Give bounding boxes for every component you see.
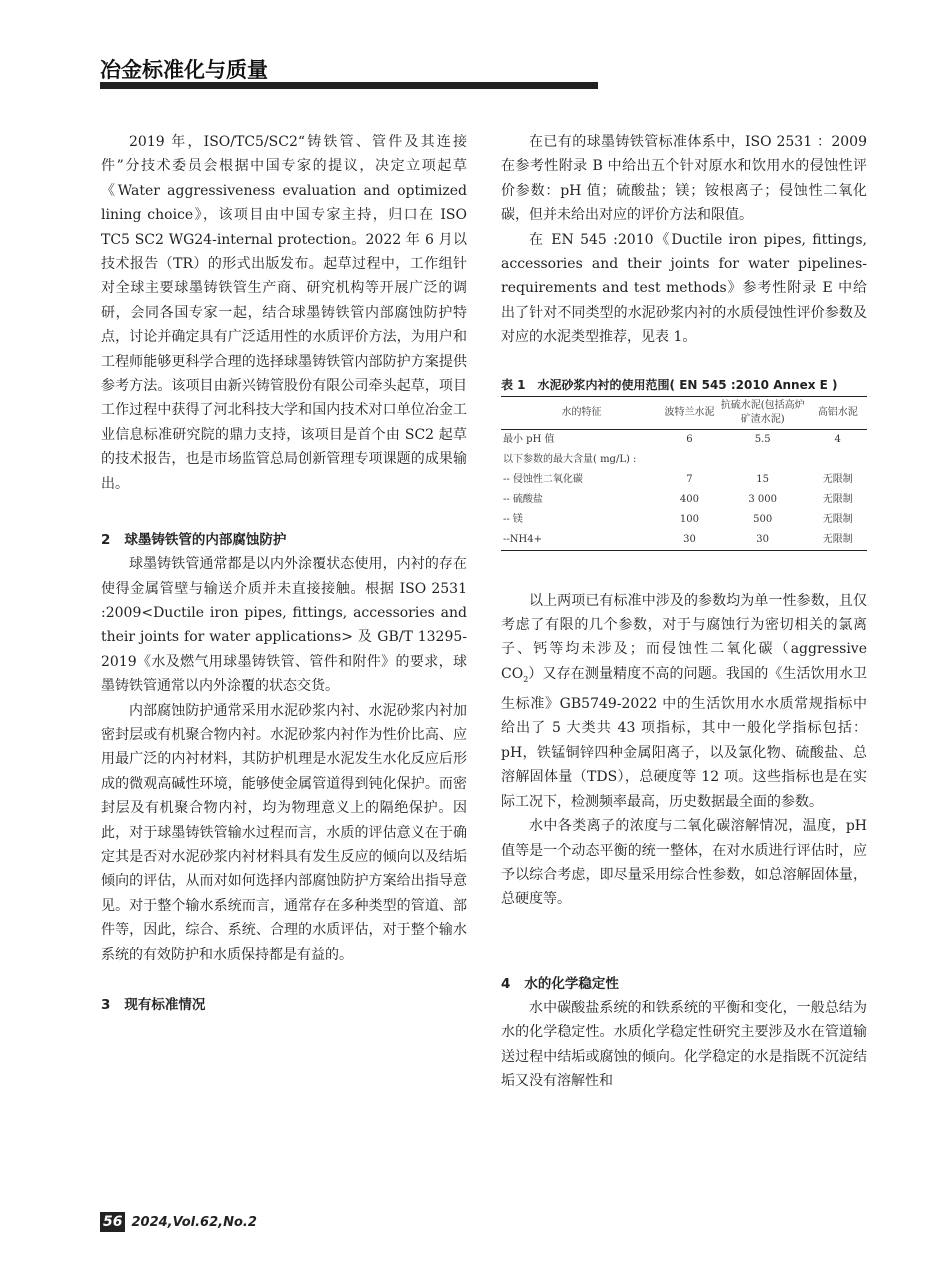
paragraph: 2019 年，ISO/TC5/SC2“铸铁管、管件及其连接件”分技术委员会根据中国专家的提议，决定立项起草《Water aggressiveness evaluation and optimized lining choice》，该项目由中国专家主持，归口在 ISO TC5 SC2 WG24-internal protection。2022 年 6 月以技术报告（TR）的形式出版发布。起草过程中，工作组针对全球主要球墨铸铁管生产商、研究机构等开展广泛的调研，会同各国专家一起，结合球墨铸铁管内部腐蚀防护特点，讨论并确定具有广泛适用性的水质评价方法，为用户和工程师能够更科学合理的选择球墨铸铁管内部防护方案提供参考方法。该项目由新兴铸管股份有限公司牵头起草，项目工作过程中获得了河北科技大学和国内技术对口单位冶金工业信息标准研究院的鼎力支持，该项目是首个由 SC2 起草的技术报告，也是市场监管总局创新管理专项课题的成果输出。 <box>101 134 467 492</box>
section-heading <box>101 993 467 1013</box>
paragraph <box>501 589 867 814</box>
paragraph: 在 EN 545 :2010《Ductile iron pipes, fittings, accessories and their joints for water pipelines-requirements and test methods》参考性附录 E 中给出了针对不同类型的水泥砂浆内衬的水质侵蚀性评价参数及对应的水泥类型推荐，见表 1。 <box>501 231 867 346</box>
table-cell: 最小 pH 值 <box>503 433 555 445</box>
table-cell: 无限制 <box>822 513 853 525</box>
table-row <box>501 450 867 470</box>
table-number: 表 1 <box>501 377 526 392</box>
section-heading <box>501 972 867 992</box>
table-row <box>501 530 867 551</box>
page-footer <box>100 1212 257 1232</box>
table-cell: 30 <box>756 533 770 545</box>
journal-title: 冶金标准化与质量 <box>100 58 268 82</box>
table-cell: 7 <box>686 473 693 485</box>
table-cell: -- 侵蚀性二氧化碳 <box>503 473 583 485</box>
table-row <box>501 510 867 530</box>
subscript: 2 <box>523 674 529 684</box>
table-cell: 15 <box>756 473 770 485</box>
section-number: 4 <box>501 975 511 992</box>
table-header-cell: 高铝水泥 <box>808 396 867 429</box>
table-row <box>501 490 867 510</box>
table-cell: 500 <box>753 513 773 525</box>
table-caption <box>501 376 867 393</box>
section-number: 2 <box>101 532 111 549</box>
table-title: 水泥砂浆内衬的使用范围( EN 545 :2010 Annex E ) <box>537 377 838 392</box>
issue-info: 2024,Vol.62,No.2 <box>131 1214 257 1230</box>
table-row <box>501 429 867 450</box>
paragraph: 水中碳酸盐系统的和铁系统的平衡和变化，一般总结为水的化学稳定性。水质化学稳定性研究主要涉及水在管道输送过程中结垢或腐蚀的倾向。化学稳定的水是指既不沉淀结垢又没有溶解性和 <box>501 999 867 1089</box>
table-cell: 4 <box>834 433 841 445</box>
table-header-cell: 水的特征 <box>501 396 662 429</box>
page-number: 56 <box>100 1212 125 1232</box>
cement-lining-table <box>501 396 867 551</box>
table-cell: 6 <box>686 433 693 445</box>
table-cell: 无限制 <box>822 473 853 485</box>
table-header-row <box>501 396 867 429</box>
paragraph: 水中各类离子的浓度与二氧化碳溶解情况，温度，pH 值等是一个动态平衡的统一整体，在对水质进行评估时，应予以综合考虑，即尽量采用综合性参数，如总溶解固体量，总硬度等。 <box>501 818 867 908</box>
table-row <box>501 470 867 490</box>
table-cell: -- 镁 <box>503 513 523 525</box>
section-title: 球墨铸铁管的内部腐蚀防护 <box>124 532 287 549</box>
paragraph-text: 以上两项已有标准中涉及的参数均为单一性参数，且仅考虑了有限的几个参数，对于与腐蚀行为密切相关的氯离子、钙等均未涉及；而侵蚀性二氧化碳（aggressive CO <box>501 592 867 682</box>
table-cell: 以下参数的最大含量( mg/L) : <box>503 453 637 465</box>
table-cell: 100 <box>679 513 700 525</box>
table-cell: 3 000 <box>748 493 777 505</box>
paragraph: 球墨铸铁管通常都是以内外涂覆状态使用，内衬的存在使得金属管壁与输送介质并未直接接触。根据 ISO 2531 :2009<Ductile iron pipes, fittings, accessories and their joints for water applications> 及 GB/T 13295-2019《水及燃气用球墨铸铁管、管件和附件》的要求，球墨铸铁管通常以内外涂覆的状态交货。 <box>101 556 467 695</box>
paragraph: 在已有的球墨铸铁管标准体系中，ISO 2531 ：2009 在参考性附录 B 中给出五个针对原水和饮用水的侵蚀性评价参数：pH 值；硫酸盐；镁；铵根离子；侵蚀性二氧化碳，但并未给出对应的评价方法和限值。 <box>501 134 867 224</box>
table-cell: --NH4+ <box>503 533 542 545</box>
table-cell: 无限制 <box>822 533 853 545</box>
table-cell: 5.5 <box>754 433 771 445</box>
right-column <box>501 130 867 1093</box>
table-cell: 400 <box>679 493 700 505</box>
table-cell: 30 <box>683 533 696 545</box>
section-number: 3 <box>101 997 111 1013</box>
paragraph: 内部腐蚀防护通常采用水泥砂浆内衬、水泥砂浆内衬加密封层或有机聚合物内衬。水泥砂浆内衬作为性价比高、应用最广泛的内衬材料，其防护机理是水泥发生水化反应后形成的微观高碱性环境，能够使金属管道得到钝化保护。而密封层及有机聚合物内衬，均为物理意义上的隔绝保护。因此，对于球墨铸铁管输水过程而言，水质的评估意义在于确定其是否对水泥砂浆内衬材料具有发生反应的倾向以及结垢倾向的评估，从而对如何选择内部腐蚀防护方案给出指导意见。对于整个输水系统而言，通常存在多种类型的管道、部件等，因此，综合、系统、合理的水质评估，对于整个输水系统的有效防护和水质保持都是有益的。 <box>101 702 467 963</box>
table-header-cell: 波特兰水泥 <box>662 396 717 429</box>
table-header-cell: 抗硫水泥(包括高炉矿渣水泥) <box>717 396 809 429</box>
section-heading <box>101 528 467 548</box>
header-rule <box>100 82 598 89</box>
table-cell: -- 硫酸盐 <box>503 493 543 505</box>
table-cell: 无限制 <box>822 493 853 505</box>
paragraph-text: ）又存在测量精度不高的问题。我国的《生活饮用水卫生标准》GB5749-2022 中的生活饮用水水质常规指标中给出了 5 大类共 43 项指标，其中一般化学指标包括：pH，铁锰铜锌四种金属阳离子，以及氯化物、硫酸盐、总溶解固体量（TDS），总硬度等 12 项。这些指标也是在实际工况下，检测频率最高，历史数据最全面的参数。 <box>501 665 867 810</box>
section-title: 现有标准情况 <box>124 997 206 1013</box>
left-column <box>101 130 467 1013</box>
section-title: 水的化学稳定性 <box>524 975 619 992</box>
